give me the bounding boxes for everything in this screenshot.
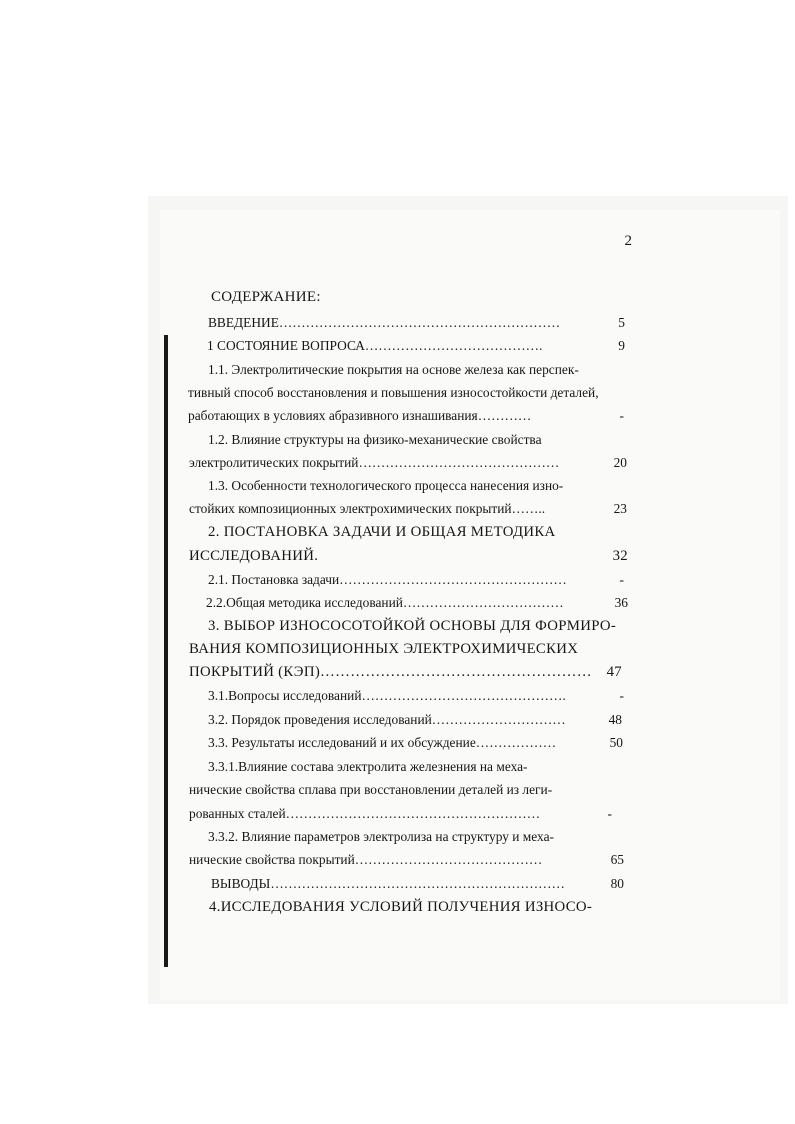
toc-entry-label: 3.2. Порядок проведения исследований………………………… bbox=[208, 712, 566, 727]
toc-entry-label: стойких композиционных электрохимических покрытий…….. bbox=[189, 501, 546, 516]
toc-entry-page: 80 bbox=[610, 876, 624, 891]
toc-entry-label: электролитических покрытий……………………………………… bbox=[189, 455, 560, 470]
toc-entry-page: - bbox=[619, 572, 624, 587]
toc-entry-page: 23 bbox=[613, 501, 627, 516]
toc-entry-label: нические свойства покрытий…………………………………… bbox=[189, 852, 543, 867]
toc-entry-page: - bbox=[619, 688, 624, 703]
toc-entry-label: ПОКРЫТИЙ (КЭП)……………………………………………… bbox=[189, 664, 592, 680]
page-number: 2 bbox=[624, 233, 632, 249]
toc-title: СОДЕРЖАНИЕ: bbox=[211, 289, 321, 305]
toc-entry-3-3-1-line-2: нические свойства сплава при восстановлении деталей из леги- bbox=[189, 782, 553, 797]
toc-entry-label: ВЫВОДЫ………………………………………………………… bbox=[211, 876, 565, 891]
toc-entry-label: рованных сталей………………………………………………… bbox=[189, 806, 541, 821]
toc-entry-page: 36 bbox=[614, 595, 628, 610]
toc-entry-1-1-line-1: 1.1. Электролитические покрытия на основе железа как перспек- bbox=[208, 362, 579, 377]
toc-entry-label: ИССЛЕДОВАНИЙ. bbox=[189, 548, 319, 564]
toc-entry-page: - bbox=[607, 806, 612, 821]
toc-entry-chapter-3-line-2: ВАНИЯ КОМПОЗИЦИОННЫХ ЭЛЕКТРОХИМИЧЕСКИХ bbox=[189, 641, 579, 657]
toc-entry-page: 47 bbox=[606, 664, 622, 680]
toc-entry-label: работающих в условиях абразивного изнашивания………… bbox=[188, 408, 532, 423]
toc-entry-chapter-3-line-1: 3. ВЫБОР ИЗНОСОСОТОЙКОЙ ОСНОВЫ ДЛЯ ФОРМИРО- bbox=[208, 618, 617, 634]
toc-entry-page: 9 bbox=[618, 338, 625, 353]
toc-entry-label: 3.1.Вопросы исследований………………………………………. bbox=[208, 688, 566, 703]
toc-entry-page: 65 bbox=[610, 852, 624, 867]
toc-entry-1-1-line-2: тивный способ восстановления и повышения износостойкости деталей, bbox=[188, 385, 599, 400]
toc-entry-label: 2.2.Общая методика исследований……………………………… bbox=[206, 595, 564, 610]
scan-edge-line bbox=[164, 335, 168, 967]
toc-entry-label: 1 СОСТОЯНИЕ ВОПРОСА…………………………………. bbox=[207, 338, 543, 353]
toc-entry-1-3-line-1: 1.3. Особенности технологического процесса нанесения изно- bbox=[208, 478, 564, 493]
toc-entry-page: 32 bbox=[612, 548, 628, 564]
toc-entry-1-2-line-1: 1.2. Влияние структуры на физико-механические свойства bbox=[208, 432, 542, 447]
toc-entry-chapter-2-line-1: 2. ПОСТАНОВКА ЗАДАЧИ И ОБЩАЯ МЕТОДИКА bbox=[208, 524, 556, 540]
toc-entry-page: 50 bbox=[609, 735, 623, 750]
toc-entry-label: ВВЕДЕНИЕ……………………………………………………… bbox=[208, 315, 561, 330]
toc-entry-page: - bbox=[619, 408, 624, 423]
toc-entry-page: 20 bbox=[613, 455, 627, 470]
toc-entry-3-3-2-line-1: 3.3.2. Влияние параметров электролиза на структуру и меха- bbox=[208, 829, 554, 844]
toc-entry-label: 3.3. Результаты исследований и их обсуждение……………… bbox=[208, 735, 557, 750]
toc-entry-3-3-1-line-1: 3.3.1.Влияние состава электролита железнения на меха- bbox=[208, 759, 528, 774]
toc-entry-page: 48 bbox=[608, 712, 622, 727]
toc-entry-label: 2.1. Постановка задачи…………………………………………… bbox=[208, 572, 567, 587]
toc-entry-page: 5 bbox=[618, 315, 625, 330]
toc-entry-chapter-4: 4.ИССЛЕДОВАНИЯ УСЛОВИЙ ПОЛУЧЕНИЯ ИЗНОСО- bbox=[209, 899, 593, 915]
